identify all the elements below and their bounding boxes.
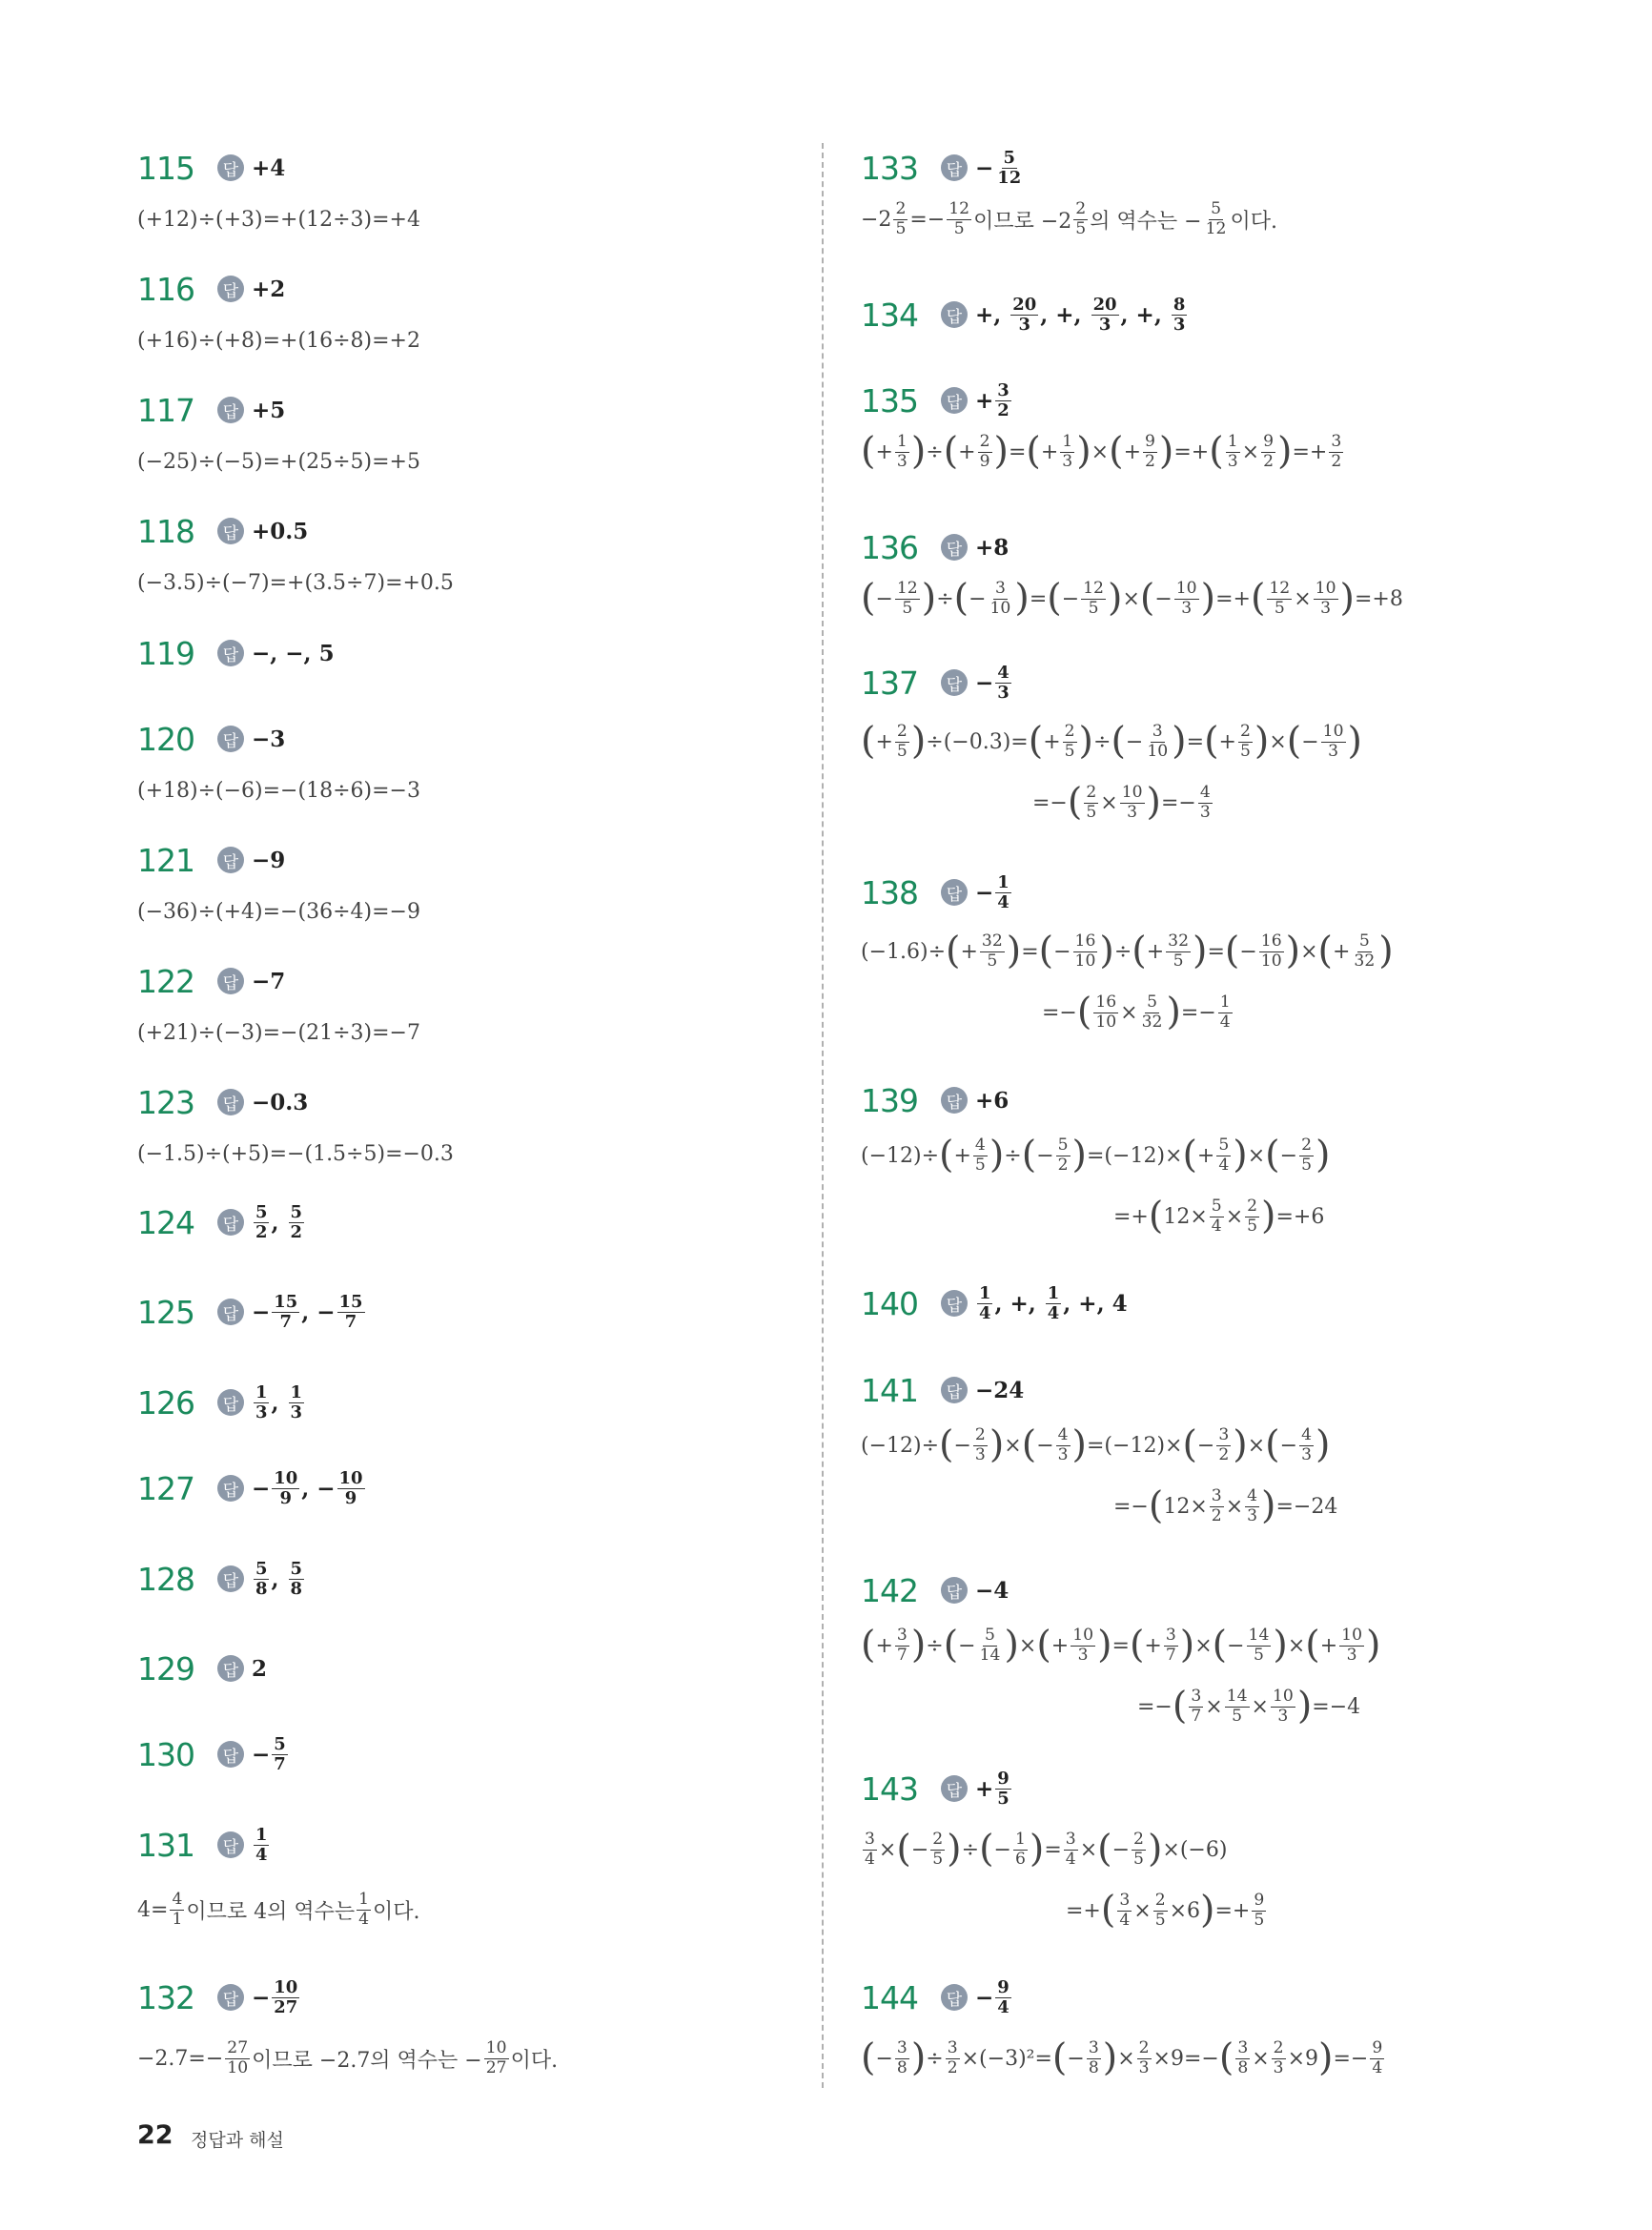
problem-number: 140 [861, 1284, 918, 1322]
problem-116 [137, 262, 420, 365]
problem-number: 121 [137, 841, 194, 879]
answer-badge: 답 [217, 1655, 244, 1682]
answer: +6 [975, 1087, 1010, 1114]
solution: (−1.5)÷(+5)=−(1.5÷5)=−0.3 [137, 1141, 454, 1166]
answer-badge: 답 [217, 968, 244, 994]
answer: $\frac{1}{3}$ , $\frac{1}{3}$ [255, 1381, 302, 1422]
problem-141 [861, 1363, 1337, 1531]
problem-125 [137, 1285, 367, 1339]
problem-144 [861, 1971, 1386, 2083]
solution-line-2: =− ( $\frac{16}{10}$ × $\frac{5}{32}$ ) =− $\frac{1}{4}$ [1042, 990, 1231, 1034]
answer-badge: 답 [941, 154, 968, 181]
answer-badge: 답 [941, 1290, 968, 1317]
problem-118 [137, 504, 454, 607]
answer-badge: 답 [217, 1831, 244, 1858]
problem-128 [137, 1552, 306, 1606]
answer-badge: 답 [217, 847, 244, 873]
solution-line-2: =+ ( $\frac{3}{4}$ × $\frac{2}{5}$ ×6 ) =+ $\frac{9}{5}$ [1066, 1888, 1265, 1933]
problem-number: 143 [861, 1770, 918, 1808]
answer: −, −, 5 [252, 640, 335, 666]
problem-130 [137, 1728, 290, 1781]
problem-number: 135 [861, 381, 918, 419]
problem-number: 129 [137, 1649, 194, 1688]
problem-number: 127 [137, 1469, 194, 1507]
problem-number: 124 [137, 1203, 194, 1241]
problem-123 [137, 1075, 454, 1178]
answer: − $\frac{9}{4}$ [975, 1976, 1010, 2017]
answer: +2 [252, 276, 286, 302]
answer: −24 [975, 1377, 1025, 1403]
answer: +0.5 [252, 518, 309, 544]
solution: (−12)÷ ( − $\frac{2}{3}$ ) × ( − $\frac{4}{3}$ ) =(−12)× ( − $\frac{3}{2}$ ) × ( − $\frac{4}{3}$ ) [861, 1422, 1331, 1467]
problem-number: 122 [137, 962, 194, 1000]
problem-127 [137, 1462, 367, 1515]
solution: (+21)÷(−3)=−(21÷3)=−7 [137, 1020, 420, 1045]
answer-badge: 답 [217, 726, 244, 752]
solution: (−25)÷(−5)=+(25÷5)=+5 [137, 449, 420, 474]
solution: (+16)÷(+8)=+(16÷8)=+2 [137, 328, 420, 353]
answer: +8 [975, 534, 1010, 561]
answer-badge: 답 [941, 669, 968, 696]
problem-129 [137, 1642, 267, 1695]
answer-badge: 답 [941, 879, 968, 906]
answer: $\frac{5}{2}$ , $\frac{5}{2}$ [255, 1201, 302, 1242]
problem-131 [137, 1818, 420, 1934]
answer: + $\frac{9}{5}$ [975, 1768, 1010, 1809]
answer-badge: 답 [217, 1209, 244, 1236]
problem-number: 144 [861, 1978, 918, 2016]
solution: (−3.5)÷(−7)=+(3.5÷7)=+0.5 [137, 570, 454, 595]
problem-number: 136 [861, 528, 918, 566]
problem-117 [137, 383, 420, 486]
problem-number: 119 [137, 634, 194, 672]
answer: −4 [975, 1577, 1010, 1604]
solution: (−36)÷(+4)=−(36÷4)=−9 [137, 899, 420, 924]
answer-badge: 답 [217, 154, 244, 181]
answer-badge: 답 [941, 301, 968, 328]
problem-number: 120 [137, 720, 194, 758]
answer-badge: 답 [217, 1299, 244, 1325]
problem-139 [861, 1074, 1330, 1241]
solution: (+18)÷(−6)=−(18÷6)=−3 [137, 778, 420, 803]
answer: − $\frac{4}{3}$ [975, 662, 1010, 703]
solution: (+12)÷(+3)=+(12÷3)=+4 [137, 207, 420, 232]
answer: + $\frac{3}{2}$ [975, 379, 1010, 420]
problem-number: 134 [861, 296, 918, 334]
problem-122 [137, 954, 420, 1057]
answer: −9 [252, 847, 286, 873]
answer: − $\frac{5}{7}$ [252, 1733, 286, 1774]
answer: +5 [252, 397, 286, 423]
answer: 2 [252, 1655, 268, 1682]
answer-badge: 답 [217, 1741, 244, 1768]
answer: $\frac{5}{8}$ , $\frac{5}{8}$ [255, 1558, 302, 1599]
problem-120 [137, 712, 420, 815]
solution: ( − $\frac{12}{5}$ ) ÷ ( − $\frac{3}{10}$ ) = ( − $\frac{12}{5}$ ) × ( − $\frac{10}{3}$ ) =+ ( $\frac{12}{5}$ × $\frac{10}{3}$ ) =+8 [861, 576, 1403, 621]
problem-number: 125 [137, 1293, 194, 1331]
answer-badge: 답 [941, 387, 968, 414]
problem-136 [861, 521, 1403, 624]
answer-badge: 답 [217, 1389, 244, 1416]
solution: ( − $\frac{3}{8}$ ) ÷ $\frac{3}{2}$ ×(−3)²= ( − $\frac{3}{8}$ ) × $\frac{2}{3}$ ×9=− ( $\frac{3}{8}$ × $\frac{2}{3}$ ×9 ) =− $\frac{9}{4}$ [861, 2036, 1383, 2080]
footer-title: 정답과 해설 [191, 2130, 284, 2151]
problem-132 [137, 1971, 558, 2083]
answer-badge: 답 [941, 1377, 968, 1403]
problem-126 [137, 1376, 306, 1429]
problem-number: 117 [137, 391, 194, 429]
solution-line-2: =− ( 12× $\frac{3}{2}$ × $\frac{4}{3}$ ) =−24 [1113, 1483, 1338, 1528]
answer: − $\frac{5}{12}$ [975, 147, 1022, 188]
answer: +, $\frac{20}{3}$ , +, $\frac{20}{3}$ , +, $\frac{8}{3}$ [975, 294, 1186, 335]
problem-number: 118 [137, 512, 194, 550]
solution: (−12)÷ ( + $\frac{4}{5}$ ) ÷ ( − $\frac{5}{2}$ ) =(−12)× ( + $\frac{5}{4}$ ) × ( − $\frac{2}{5}$ ) [861, 1133, 1331, 1177]
answer: − $\frac{10}{9}$ , − $\frac{10}{9}$ [252, 1467, 363, 1508]
answer-badge: 답 [941, 1775, 968, 1802]
answer-badge: 답 [217, 1984, 244, 2011]
problem-137 [861, 656, 1362, 828]
problem-number: 138 [861, 873, 918, 911]
problem-138 [861, 866, 1394, 1037]
problem-142 [861, 1564, 1380, 1731]
answer-badge: 답 [217, 518, 244, 544]
answer: − $\frac{1}{4}$ [975, 871, 1010, 912]
solution-line-2: =+ ( 12× $\frac{5}{4}$ × $\frac{2}{5}$ ) =+6 [1113, 1194, 1325, 1238]
answer-badge: 답 [941, 1087, 968, 1114]
solution: ( + $\frac{1}{3}$ ) ÷ ( + $\frac{2}{9}$ ) = ( + $\frac{1}{3}$ ) × ( + $\frac{9}{2}$ ) =+ ( $\frac{1}{3}$ × $\frac{9}{2}$ ) =+ $\frac{3}{2}$ [861, 429, 1342, 474]
solution: (−1.6)÷ ( + $\frac{32}{5}$ ) = ( − $\frac{16}{10}$ ) ÷ ( + $\frac{32}{5}$ ) = ( − $\frac{16}{10}$ ) × ( + $\frac{5}{32}$ ) [861, 929, 1394, 973]
answer: −0.3 [252, 1089, 309, 1115]
problem-140 [861, 1277, 1128, 1330]
problem-115 [137, 141, 420, 244]
problem-number: 137 [861, 664, 918, 702]
problem-number: 132 [137, 1978, 194, 2016]
problem-number: 123 [137, 1083, 194, 1121]
problem-number: 128 [137, 1560, 194, 1598]
answer: +4 [252, 154, 286, 181]
answer-badge: 답 [217, 1475, 244, 1502]
answer-badge: 답 [217, 276, 244, 302]
problem-143 [861, 1762, 1268, 1935]
problem-number: 126 [137, 1383, 194, 1422]
problem-number: 142 [861, 1571, 918, 1609]
answer-badge: 답 [217, 1089, 244, 1115]
answer: − $\frac{10}{27}$ [252, 1976, 298, 2017]
answer: −3 [252, 726, 286, 752]
problem-121 [137, 833, 420, 936]
problem-119 [137, 626, 335, 680]
solution: −2.7=− $\frac{27}{10}$ 이므로 −2.7의 역수는 − $\frac{10}{27}$ 이다. [137, 2038, 559, 2077]
solution: ( + $\frac{3}{7}$ ) ÷ ( − $\frac{5}{14}$ ) × ( + $\frac{10}{3}$ ) = ( + $\frac{3}{7}$ ) × ( − $\frac{14}{5}$ ) × ( + $\frac{10}{3}$ ) [861, 1623, 1381, 1667]
answer-badge: 답 [217, 640, 244, 666]
problem-number: 133 [861, 149, 918, 187]
problem-number: 131 [137, 1826, 194, 1864]
problem-number: 116 [137, 270, 194, 308]
answer-badge: 답 [941, 1984, 968, 2011]
problem-134 [861, 288, 1189, 341]
answer: −7 [252, 968, 286, 994]
problem-number: 141 [861, 1371, 918, 1409]
problem-number: 130 [137, 1735, 194, 1773]
answer-badge: 답 [217, 397, 244, 423]
solution-line-2: =− ( $\frac{2}{5}$ × $\frac{10}{3}$ ) =− $\frac{4}{3}$ [1032, 780, 1211, 825]
answer-badge: 답 [941, 534, 968, 561]
solution-line-2: =− ( $\frac{3}{7}$ × $\frac{14}{5}$ × $\frac{10}{3}$ ) =−4 [1137, 1684, 1361, 1729]
answer-badge: 답 [217, 1565, 244, 1592]
column-divider [822, 143, 824, 2088]
problem-number: 139 [861, 1081, 918, 1119]
problem-133 [861, 141, 1277, 244]
solution: 4= $\frac{4}{1}$ 이므로 4의 역수는 $\frac{1}{4}$ 이다. [137, 1890, 420, 1929]
problem-135 [861, 374, 1345, 477]
solution: −2 $\frac{2}{5}$ =− $\frac{12}{5}$ 이므로 −2 $\frac{2}{5}$ 의 역수는 − $\frac{5}{12}$ 이다. [861, 199, 1277, 238]
answer: − $\frac{15}{7}$ , − $\frac{15}{7}$ [252, 1291, 363, 1332]
answer: $\frac{1}{4}$ [255, 1824, 268, 1865]
answer: $\frac{1}{4}$ , +, $\frac{1}{4}$ , +, 4 [979, 1282, 1128, 1323]
answer-badge: 답 [941, 1577, 968, 1604]
problem-number: 115 [137, 149, 194, 187]
page-number: 22 [137, 2120, 173, 2150]
solution: ( + $\frac{2}{5}$ ) ÷(−0.3)= ( + $\frac{2}{5}$ ) ÷ ( − $\frac{3}{10}$ ) = ( + $\frac{2}{5}$ ) × ( − $\frac{10}{3}$ ) [861, 719, 1362, 764]
solution: $\frac{3}{4}$ × ( − $\frac{2}{5}$ ) ÷ ( − $\frac{1}{6}$ ) = $\frac{3}{4}$ × ( − $\frac{2}{5}$ ) ×(−6) [865, 1827, 1228, 1872]
problem-124 [137, 1196, 306, 1249]
